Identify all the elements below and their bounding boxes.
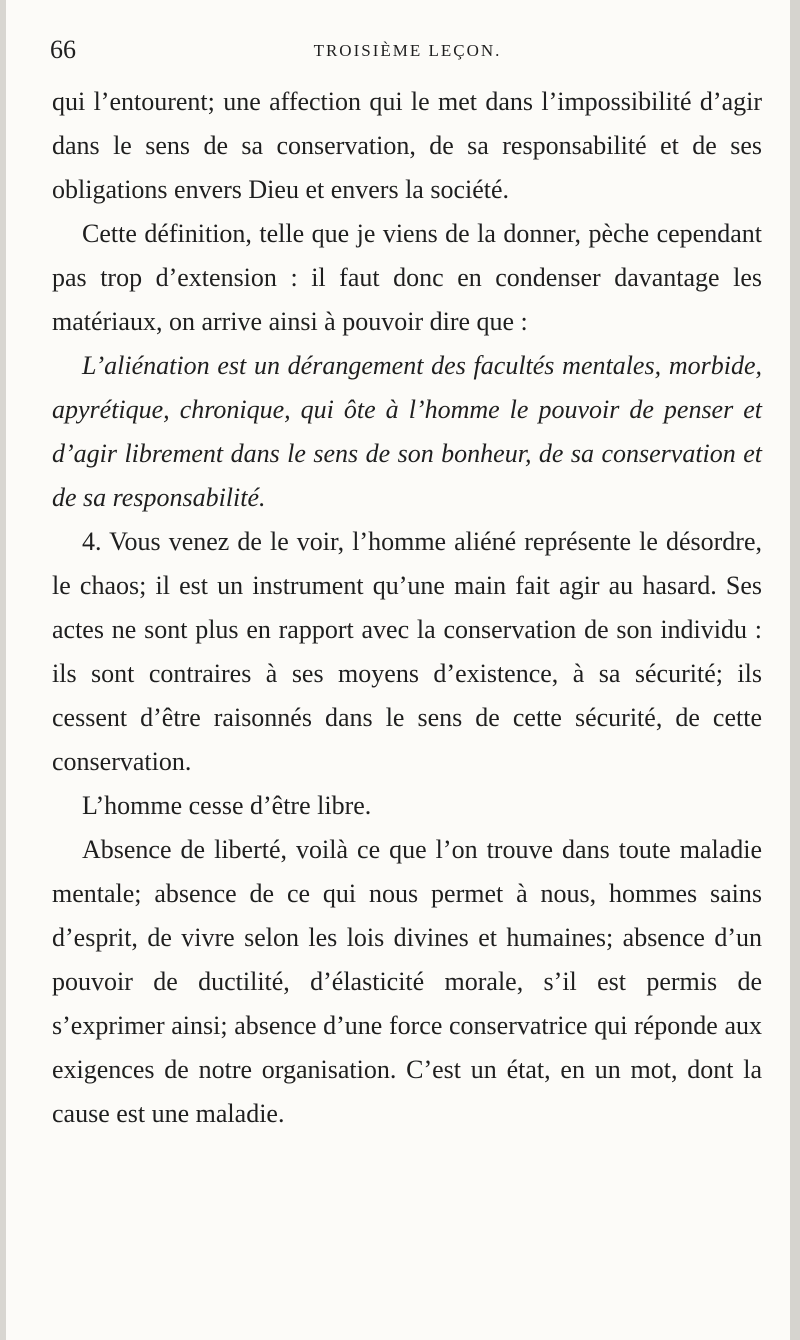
paragraph-absence-of-liberty: Absence de liberté, voilà ce que l’on trouve dans toute maladie mentale; absence de ce qui nous permet à nous, hommes sains d’esprit, de vivre selon les lois divines et humaines; absence d’un pouvoir de ductilité, d’élasticité morale, s’il est permis de s’exprimer ainsi; absence d’une force conservatrice qui réponde aux exigences de notre organisation. C’est un état, en un mot, dont la cause est une maladie. [52,835,762,1128]
paragraph-freedom: L’homme cesse d’être libre. [82,791,372,820]
paragraph-continuation: qui l’entourent; une affection qui le met dans l’impossibilité d’agir dans le sens de sa conservation, de sa responsabilité et de ses obligations envers Dieu et envers la société. [52,87,762,204]
chapter-title: TROISIÈME LEÇON. [313,41,502,60]
paragraph-definition: L’aliénation est un dérangement des facultés mentales, morbide, apyrétique, chronique, qui ôte à l’homme le pouvoir de penser et d’agir librement dans le sens de son bonheur, de sa conservation et de sa responsabilité. [52,351,762,512]
running-header [50,34,765,66]
page-number: 66 [50,35,76,64]
paragraph-definition-intro: Cette définition, telle que je viens de la donner, pèche cependant pas trop d’extension : il faut donc en condenser davantage les matériaux, on arrive ainsi à pouvoir dire que : [52,219,762,336]
body-text [52,80,762,1136]
paragraph-section-4: 4. Vous venez de le voir, l’homme aliéné représente le désordre, le chaos; il est un instrument qu’une main fait agir au hasard. Ses actes ne sont plus en rapport avec la conservation de son individu : ils sont contraires à ses moyens d’existence, à sa sécurité; ils cessent d’être raisonnés dans le sens de cette sécurité, de cette conservation. [52,527,762,776]
